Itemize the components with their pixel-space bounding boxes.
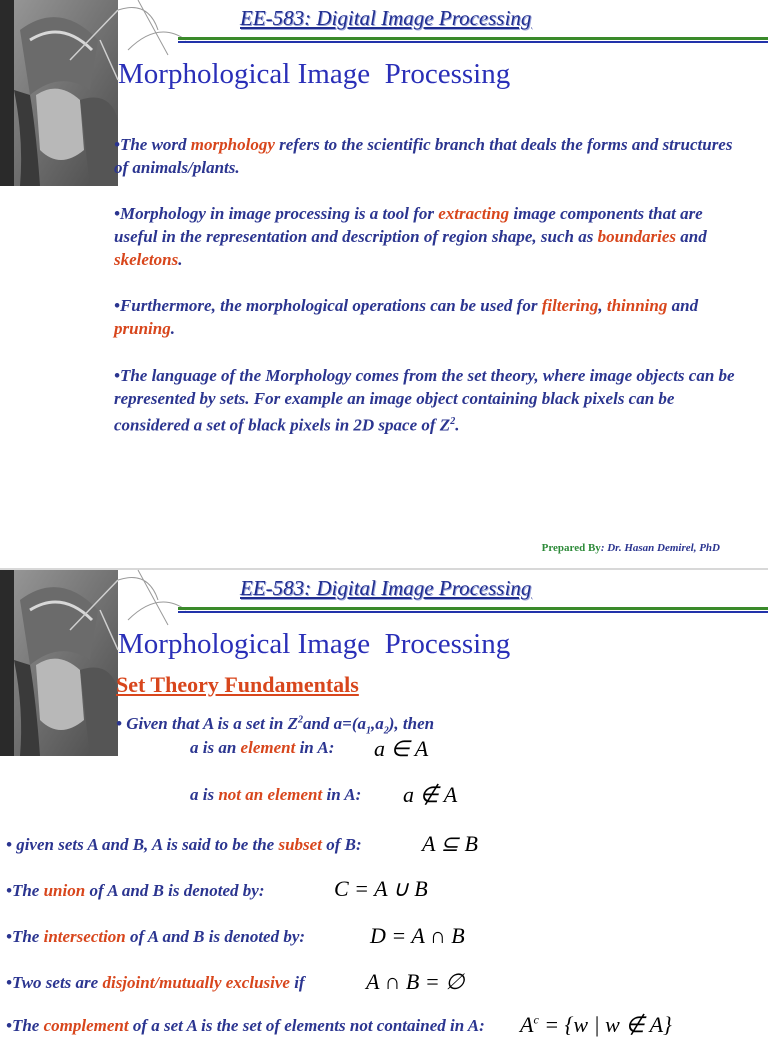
bullet-image-processing: •Morphology in image processing is a tool for extracting image components that are useful in the representation and description of region shape, such as boundaries and skeletons. xyxy=(114,204,707,269)
intersection-formula: D = A ∩ B xyxy=(370,923,465,948)
slide-2 xyxy=(0,570,768,1037)
element-line: a is an element in A: xyxy=(190,738,335,757)
subset-formula: A ⊆ B xyxy=(422,831,478,856)
union-line: •The union of A and B is denoted by: xyxy=(6,881,265,900)
bullet-set-theory: •The language of the Morphology comes from the set theory, where image objects can be represented by sets. For example an image object containing black pixels can be considered a set of black pixels in 2D space of $Z^2$. xyxy=(114,366,735,435)
header-rule-blue xyxy=(178,611,768,613)
union-formula: C = A ∪ B xyxy=(334,876,428,901)
subset-line: • given sets A and B, A is said to be the subset of B: xyxy=(6,835,362,854)
decorative-lines xyxy=(118,0,188,60)
bullet-operations: •Furthermore, the morphological operations can be used for filtering, thinning and pruning. xyxy=(114,296,699,338)
header-rule-blue xyxy=(178,41,768,43)
slide-title: Morphological Image Processing xyxy=(118,628,511,660)
complement-formula: $A^c = \{w$ | w ∉ A} xyxy=(520,1012,672,1037)
section-subtitle: Set Theory Fundamentals xyxy=(116,672,359,697)
prepared-by: Prepared By: Dr. Hasan Demirel, PhD xyxy=(541,542,720,554)
not-element-line: a is not an element in A: xyxy=(190,785,362,804)
slide-title: Morphological Image Processing xyxy=(118,58,511,90)
not-element-formula: a ∉ A xyxy=(403,782,458,807)
lena-photo xyxy=(0,570,118,756)
complement-line: •The complement of a set A is the set of elements not contained in A: xyxy=(6,1016,485,1035)
intersection-line: •The intersection of A and B is denoted by: xyxy=(6,927,306,946)
bullet-morphology: •The word morphology refers to the scientific branch that deals the forms and structures of animals/plants. xyxy=(114,135,733,177)
header-rule-green xyxy=(178,37,768,40)
disjoint-line: •Two sets are disjoint/mutually exclusive if xyxy=(6,973,305,992)
lena-photo xyxy=(0,0,118,186)
given-line: • Given that A is a set in $Z^2and$ $a=(a_1,a_2)$, then xyxy=(116,714,435,737)
course-title: EE-583: Digital Image Processing xyxy=(240,576,532,600)
element-formula: a ∈ A xyxy=(374,736,429,761)
disjoint-formula: A ∩ B = ∅ xyxy=(366,969,465,994)
course-title: EE-583: Digital Image Processing xyxy=(240,6,532,30)
header-rule-green xyxy=(178,607,768,610)
decorative-lines xyxy=(118,570,188,630)
